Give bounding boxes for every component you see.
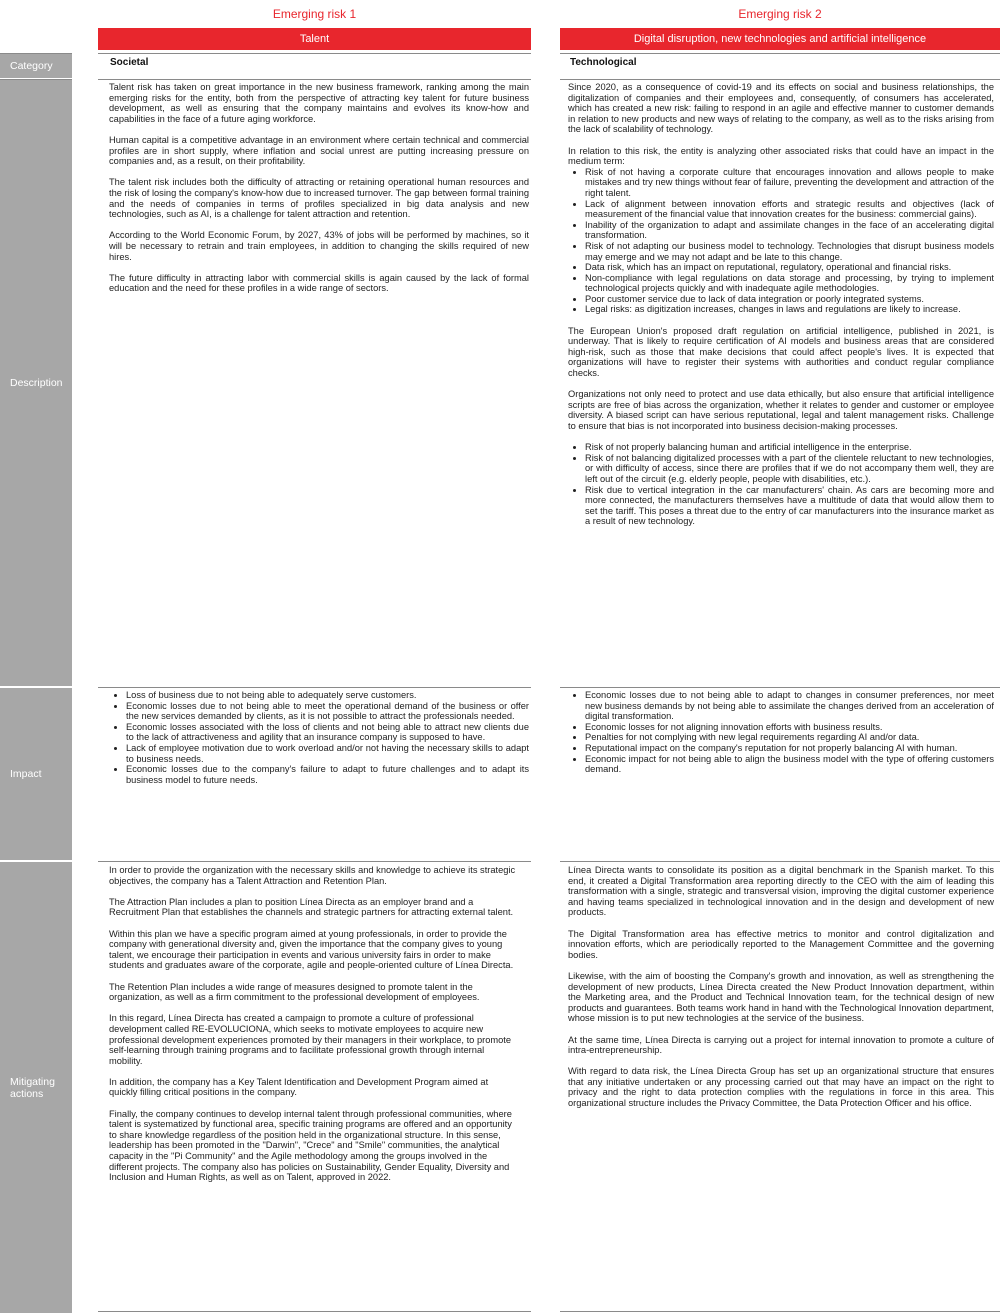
list-item: • Economic losses for not aligning innovation efforts with business results. [585,722,994,733]
paragraph: At the same time, Línea Directa is carrying out a project for internal innovation to promote a culture of intra-entrepreneurship. [568,1034,994,1056]
risk-2-mitigating-actions [568,865,994,1119]
paragraph: Since 2020, as a consequence of covid-19 and its effects on social and business relationships, the digitalization of companies and their employees and, consequently, of consumers has accelerated, which has created a new risk: failing to respond in an agile and effective manner to customer demands in relation to new products and new ways of relating to the company, as well as to the risks arising from the lack of scalability of technology. [568,82,994,135]
list-item: • Economic losses due to the company's failure to adapt to future challenges and to adapt its business model to future needs. [126,764,529,785]
paragraph: Within this plan we have a specific program aimed at young professionals, in order to provide the company with generational diversity and, given the importance that the company gives to young talent, we encourage their participation in events and various university fairs in order to make students and graduates aware of the corporate, agile and people-oriented culture of Línea Directa. [109,928,514,971]
list-item: • Risk due to vertical integration in the car manufacturers' chain. As cars are becoming more and more connected, the manufacturers themselves have a multitude of data that would allow them to set the tariff. This poses a threat due to the entry of car manufacturers into the insurance market as a result of new technology. [585,485,994,527]
paragraph: Talent risk has taken on great importance in the new business framework, ranking among the main emerging risks for the entity, both from the perspective of attracting key talent for future business development, as well as ensuring that the company maintains and evolves its know-how and capabilities in the face of a future aging workforce. [109,82,529,124]
divider [98,861,531,862]
list-item: • Risk of not having a corporate culture that encourages innovation and allows people to make mistakes and try new things without fear of failure, preventing the development and attraction of the right talent. [585,167,994,199]
list-item: • Lack of employee motivation due to work overload and/or not having the necessary skills to adapt to business needs. [126,743,529,764]
row-label-category: Category [0,54,72,78]
list-item: • Legal risks: as digitization increases, changes in laws and regulations are likely to increase. [585,304,994,315]
paragraph: With regard to data risk, the Línea Directa Group has set up an organizational structure that ensures that any initiative undertaken or any processing carried out that may have an impact on the right to privacy and the right to data protection complies with the regulations in force in this area. This organizational structure includes the Privacy Committee, the Data Protection Officer and his office. [568,1066,994,1109]
list-item: • Risk of not adapting our business model to technology. Technologies that disrupt business models may emerge and we may not adapt and be late to this change. [585,241,994,262]
paragraph: The Attraction Plan includes a plan to position Línea Directa as an employer brand and a Recruitment Plan that establishes the channels and strategic partners for attracting external talent. [109,896,514,918]
risk-1-mitigating-actions [109,865,519,1193]
divider [560,861,1000,862]
list-item: • Poor customer service due to lack of data integration or poorly integrated systems. [585,294,994,305]
divider [560,79,1000,80]
divider [560,53,1000,54]
divider [560,1311,1000,1312]
list-item: • Risk of not properly balancing human and artificial intelligence in the enterprise. [585,442,994,453]
paragraph: In order to provide the organization with the necessary skills and knowledge to achieve its strategic objectives, the company has a Talent Attraction and Retention Plan. [109,865,516,886]
list-item: • Reputational impact on the company's reputation for not properly balancing AI with human. [585,743,994,754]
paragraph: The talent risk includes both the difficulty of attracting or retaining operational human resources and the risk of losing the company's know-how due to increased turnover. The gap between formal training and the needs of companies in terms of profiles specialized in big data analysis and new technologies, such as AI, is a challenge for talent attraction and retention. [109,177,529,220]
list-item: • Economic losses associated with the loss of clients and not being able to attract new clients due to the lack of attractiveness and agility that an insurance company is supposed to have. [126,722,529,743]
divider [98,687,531,688]
risk-2-description [568,82,994,538]
divider [98,79,531,80]
list-item: • Economic losses due to not being able to adapt to changes in consumer preferences, nor meet new business demands by not being able to assimilate the changes derived from an acceleration of digital transformation. [585,690,994,722]
divider [0,53,72,54]
divider [0,79,72,80]
list-item: • Lack of alignment between innovation efforts and strategic results and objectives (lack of measurement of the financial value that innovation creates for the business: commercial gains). [585,199,994,220]
list-item: • Loss of business due to not being able to adequately serve customers. [126,690,529,701]
risk-1-title: Talent [98,28,531,50]
divider [98,1311,531,1312]
emerging-risk-2-heading: Emerging risk 2 [738,7,822,21]
list-item: • Inability of the organization to adapt and assimilate changes in the face of an accelerating digital transformation. [585,220,994,241]
bullet-list [568,167,994,315]
paragraph: The future difficulty in attracting labor with commercial skills is again caused by the lack of formal education and the need for these profiles in a wide range of sectors. [109,272,529,294]
paragraph: In addition, the company has a Key Talent Identification and Development Program aimed at quickly filling critical positions in the company. [109,1076,489,1098]
divider [98,53,531,54]
paragraph: Línea Directa wants to consolidate its position as a digital benchmark in the Spanish market. To this end, it created a Digital Transformation area reporting directly to the CEO with the aim of leading this transformation with a single, strategic and transversal vision, improving the digital customer experience and having teams specialized in technological innovation and in the design and development of new products. [568,865,994,918]
risk-1-category: Societal [110,57,149,68]
row-label-description: Description [0,80,72,686]
list-item: • Non-compliance with legal regulations on data storage and processing, by trying to implement technological projects quickly and with inadequate agile methodologies. [585,273,994,294]
row-label-mitigating-actions: Mitigating actions [0,862,72,1313]
list-item: • Penalties for not complying with new legal requirements regarding AI and/or data. [585,732,994,743]
risk-2-category: Technological [570,57,637,68]
bullet-list [109,690,529,785]
row-label-impact: Impact [0,688,72,860]
paragraph: Organizations not only need to protect and use data ethically, but also ensure that artificial intelligence scripts are free of bias across the organization, whether it relates to gender and customer or employee diversity. A biased script can have serious reputational, legal and talent management risks. Challenge to ensure that bias is not incorporated into business decision-making processes. [568,389,994,431]
bullet-list [568,442,994,527]
paragraph: The Digital Transformation area has effective metrics to monitor and control digitalization and innovation efforts, which are periodically reported to the Management Committee and the governing bodies. [568,928,994,960]
list-item: • Economic impact for not being able to align the business model with the type of offering customers demand. [585,754,994,775]
risk-2-title: Digital disruption, new technologies and artificial intelligence [560,28,1000,50]
list-item: • Economic losses due to not being able to meet the operational demand of the business or offer the new services demanded by clients, as it is not possible to attract the professionals needed. [126,701,529,722]
paragraph: According to the World Economic Forum, by 2027, 43% of jobs will be performed by machines, so it will be necessary to retrain and train employees, in addition to changing the skills required of new hires. [109,230,529,262]
emerging-risk-1-heading: Emerging risk 1 [272,7,357,21]
risk-1-description [109,82,529,304]
divider [560,687,1000,688]
paragraph: Human capital is a competitive advantage in an environment where certain technical and commercial profiles are in short supply, where inflation and social unrest are putting increasing pressure on companies and, as a result, on their profitability. [109,134,529,167]
list-item: • Data risk, which has an impact on reputational, regulatory, operational and financial risks. [585,262,994,273]
risk-2-impact [568,690,994,785]
paragraph: Finally, the company continues to develop internal talent through professional communities, where talent is systematized by functional area, specific training programs are offered and an opportunity to share knowledge regardless of the position held in the organizational structure. In this sense, leadership has been promoted in the "Darwin", "Crece" and "Smile" communities, the analytical capacity in the "Pi Community" and the Agile methodology among the groups involved in the different projects. The company also has policies on Sustainability, Gender Equality, Diversity and Inclusion and Human Rights, as well as on Talent, approved in 2022. [109,1108,512,1183]
paragraph: Likewise, with the aim of boosting the Company's growth and innovation, as well as strengthening the development of new products, Línea Directa created the New Product Innovation department, within the Marketing area, and the Product and Technical Innovation team, for the technical design of new products and guarantees. Both teams work hand in hand with the Technological Innovation department, whose mission is to put new technologies at the service of the business. [568,970,994,1024]
paragraph: The Retention Plan includes a wide range of measures designed to promote talent in the organization, as well as a firm commitment to the professional development of employees. [109,981,480,1003]
paragraph: The European Union's proposed draft regulation on artificial intelligence, published in 2021, is underway. That is likely to require certification of AI models and business areas that are considered high-risk, such as those that make decisions that could affect people's lives. It is expected that organizations will have to register their systems with authorities and conduct regular compliance checks. [568,325,994,379]
risk-1-impact [109,690,529,796]
list-item: • Risk of not balancing digitalized processes with a part of the clientele reluctant to new technologies, or with difficulty of access, since there are profiles that if we do not accompany them well, they are left out of the circuit (e.g. elderly people, people with disabilities, etc.). [585,453,994,485]
bullet-list [568,690,994,775]
paragraph: In relation to this risk, the entity is analyzing other associated risks that could have an impact in the medium term: [568,145,994,167]
paragraph: In this regard, Línea Directa has created a campaign to promote a culture of professional development called RE-EVOLUCIONA, which seeks to motivate employees to acquire new professional development experiences promoted by their managers in their workplace, to promote self-learning through training programs and to facilitate professional growth through internal mobility. [109,1013,512,1066]
